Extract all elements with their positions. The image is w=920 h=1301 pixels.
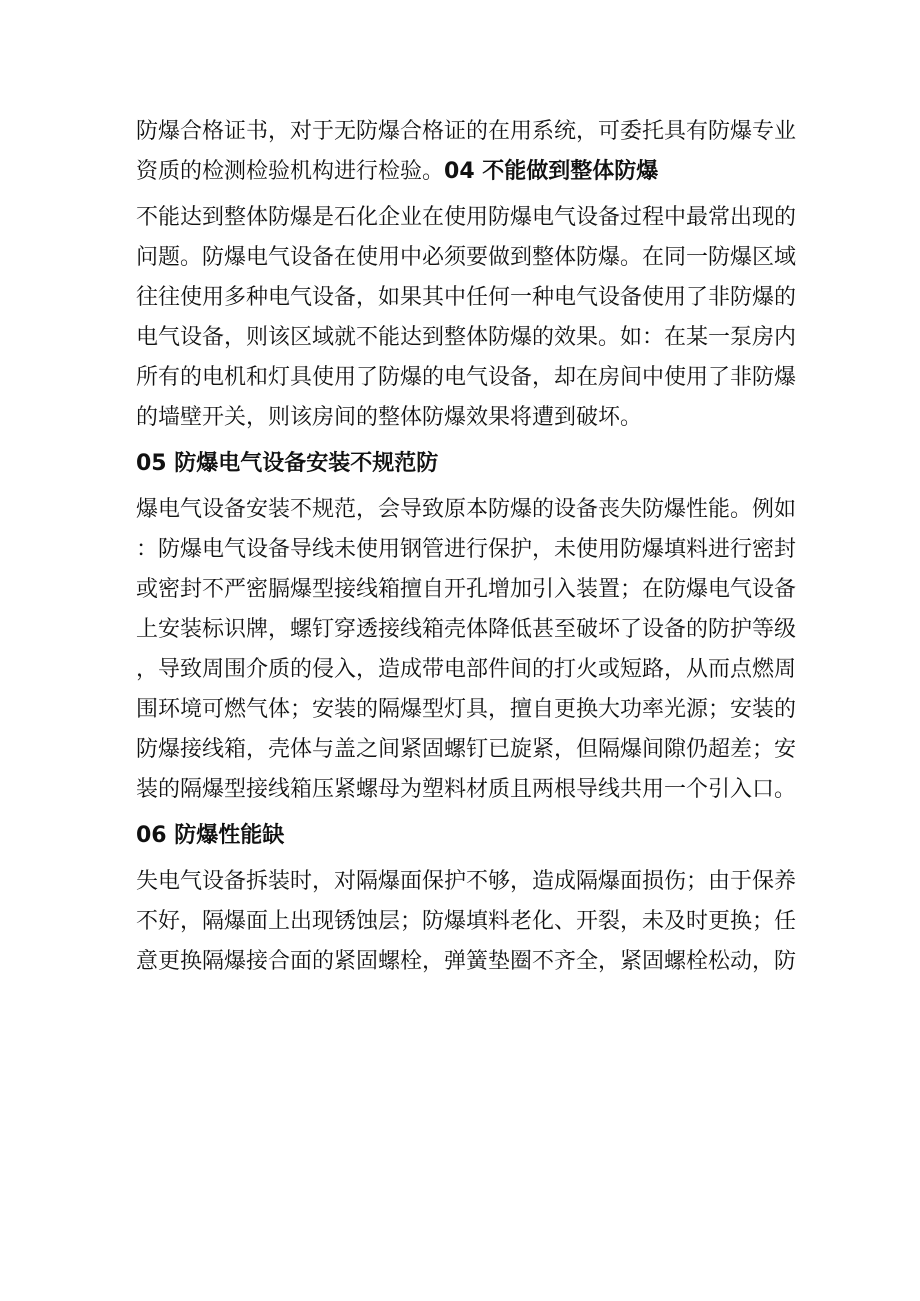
heading-06: 06 防爆性能缺 — [136, 823, 285, 848]
paragraph-overall-explosion-proof: 不能达到整体防爆是石化企业在使用防爆电气设备过程中最常出现的问题。防爆电气设备在使用中必须要做到整体防爆。在同一防爆区域往往使用多种电气设备，如果其中任何一种电气设备使用了非防爆的电气设备，则该区域就不能达到整体防爆的效果。如：在某一泵房内所有的电机和灯具使用了防爆的电气设备，却在房间中使用了非防爆的墙壁开关，则该房间的整体防爆效果将遭到破坏。 — [136, 205, 797, 430]
paragraph-certificate — [136, 112, 798, 192]
paragraph-installation-irregular: 爆电气设备安装不规范，会导致原本防爆的设备丧失防爆性能。例如：防爆电气设备导线未使用钢管进行保护，未使用防爆填料进行密封或密封不严密膈爆型接线箱擅自开孔增加引入装置；在防爆电气设备上安装标识牌，螺钉穿透接线箱壳体降低甚至破坏了设备的防护等级，导致周围介质的侵入，造成带电部件间的打火或短路，从而点燃周围环境可燃气体；安装的隔爆型灯具，擅自更换大功率光源；安装的防爆接线箱，壳体与盖之间紧固螺钉已旋紧，但隔爆间隙仍超差；安装的隔爆型接线箱压紧螺母为塑料材质且两根导线共用一个引入口。 — [136, 497, 797, 802]
paragraph-performance-loss: 失电气设备拆装时，对隔爆面保护不够，造成隔爆面损伤；由于保养不好，隔爆面上出现锈蚀层；防爆填料老化、开裂，未及时更换；任意更换隔爆接合面的紧固螺栓，弹簧垫圈不齐全，紧固螺栓松动，防 — [136, 869, 797, 974]
document-body — [136, 112, 798, 982]
heading-05: 05 防爆电气设备安装不规范防 — [136, 451, 439, 476]
paragraph-certificate-text: 防爆合格证书，对于无防爆合格证的在用系统，可委托具有防爆专业资质的检测检验机构进行检验。 — [136, 119, 797, 184]
heading-04: 04 不能做到整体防爆 — [444, 159, 659, 184]
